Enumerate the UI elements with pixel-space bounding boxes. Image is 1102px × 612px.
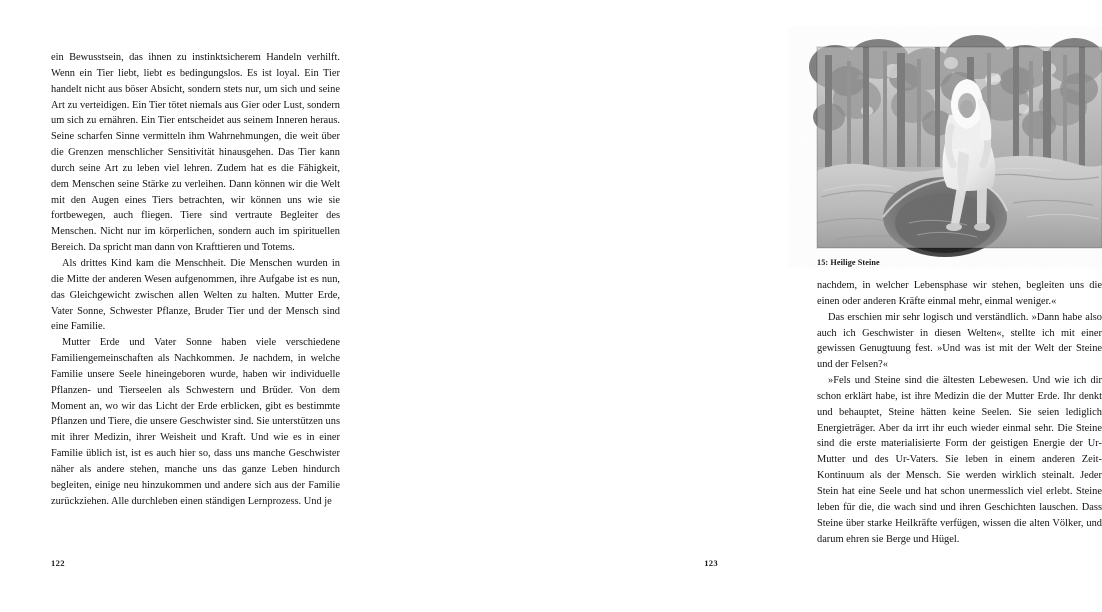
page-number-right: 123 bbox=[704, 558, 718, 568]
paragraph: Das erschien mir sehr logisch und verständlich. »Dann habe also auch ich Geschwister in diesen Welten«, stellte ich mit einer gewissen Genugtuung fest. »Und was ist mit der Welt der Steine und der Felsen?« bbox=[817, 311, 1102, 371]
paragraph: »Fels und Steine sind die ältesten Lebewesen. Und wie ich dir schon erklärt habe, ist ihre Medizin die der Mutter Erde. Ihr denkt und behauptet, Steine hätten keine Seelen. Sie seien lediglich Energieträger. Aber da irrt ihr euch wieder einmal sehr. Die Steine sind die erste materialisierte Form der geistigen Energie der Ur-Mutter und des Ur-Vaters. Sie leben in einem anderen Zeit-Kontinuum als der Mensch. Sie werden wirklich steinalt. Jeder Stein hat eine Seele und hat schon unermesslich viel erlebt. Steine leben für die, die wach sind und ihren Geschichten lauschen. Dass Steine über starke Heilkräfte verfügen, wissen die alten Völker, und darum ehren sie Berge und Hügel. bbox=[817, 375, 1102, 545]
figure-caption: 15: Heilige Steine bbox=[817, 258, 880, 267]
paragraph: nachdem, in welcher Lebensphase wir stehen, begleiten uns die einen oder anderen Kräfte einmal mehr, einmal weniger.« bbox=[817, 280, 1102, 307]
body-text-left bbox=[51, 50, 340, 509]
figure-heilige-steine bbox=[817, 47, 1102, 268]
photo-image bbox=[817, 47, 1102, 248]
page-right bbox=[384, 0, 1102, 612]
paragraph: Mutter Erde und Vater Sonne haben viele verschiedene Familiengemeinschaften als Nachkommen. Je nachdem, in welche Familie unsere Seele hineingeboren wurde, haben wir individuelle Pflanzen- und Tierseelen als Schwestern und Brüder. Von dem Moment an, wo wir das Licht der Erde erblicken, gibt es bestimmte Pflanzen und Tiere, die unsere Geschwister sind. Sie unterstützen uns mit ihrer Medizin, ihrer Weisheit und Kraft. Und wie es in einer Familie üblich ist, ist es auch hier so, dass uns manche Geschwister näher als andere stehen, manche uns das ganze Leben hindurch begleiten, einige neu hinzukommen und andere sich aus der Familie zurückziehen. Alle durchleben einen ständigen Lernprozess. Und je bbox=[51, 337, 340, 507]
paragraph: ein Bewusstsein, das ihnen zu instinktsicherem Handeln verhilft. Wenn ein Tier liebt, liebt es bedingungslos. Es ist loyal. Ein Tier handelt nicht aus böser Absicht, sondern stets nur, um sich und seine Art zu verteidigen. Ein Tier tötet niemals aus Gier oder Lust, sondern um sich zu ernähren. Ein Tier entscheidet aus seinem Inneren heraus. Seine scharfen Sinne vermitteln ihm Wahrnehmungen, die weit über die Grenzen menschlicher Sensitivität hinausgehen. Das Tier kann durch seine Art zu leben viel lehren. Zudem hat es die Fähigkeit, dem Menschen seine Stärke zu verleihen. Dann können wir die Welt mit den Augen eines Tiers betrachten, wir können uns wie sie fortbewegen, auch fliegen. Tiere sind vertraute Begleiter des Menschen. Nicht nur im körperlichen, sondern auch im spirituellen Bereich. Da spricht man dann von Krafttieren und Totems. bbox=[51, 52, 340, 254]
paragraph: Als drittes Kind kam die Menschheit. Die Menschen wurden in die Mitte der anderen Wesen aufgenommen, ihre Aufgabe ist es nun, das Gleichgewicht zwischen allen Welten zu halten. Mutter Erde, Vater Sonne, Schwester Pflanze, Bruder Tier und der Mensch sind eine Familie. bbox=[51, 257, 340, 333]
body-text-right bbox=[817, 278, 1102, 547]
page-left bbox=[0, 0, 384, 612]
page-number-left: 122 bbox=[51, 558, 65, 568]
